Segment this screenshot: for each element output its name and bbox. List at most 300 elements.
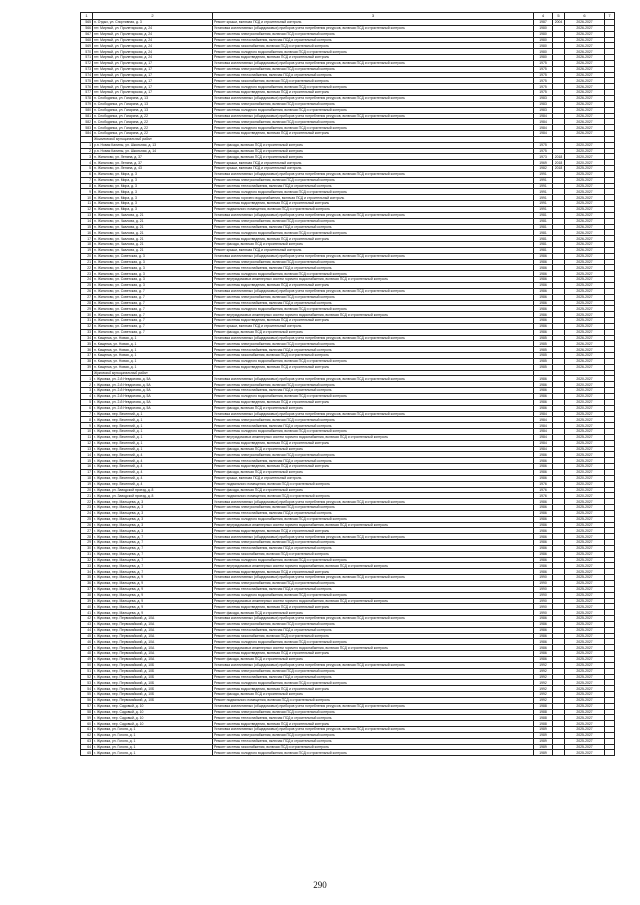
- address-cell: п. Жигалово, ул. Мира, д. 3: [93, 207, 213, 213]
- build-year-cell: 1980: [534, 55, 553, 61]
- address-cell: п. Кищенка, ул. Новая, д. 1: [93, 341, 213, 347]
- planned-period-cell: 2026-2027: [565, 25, 605, 31]
- row-number-cell: 36: [81, 581, 93, 587]
- work-type-cell: Ремонт системы водоотведения, включая ПСД и строительный контроль: [213, 131, 534, 137]
- address-cell: п. Жигалово, ул. Чкалова, д. 21: [93, 218, 213, 224]
- work-type-cell: Ремонт внутридомовых инженерных систем горячего водоснабжения, включая ПСД и строительный контроль: [213, 277, 534, 283]
- planned-period-cell: 2025-2027: [565, 656, 605, 662]
- work-type-cell: Ремонт фасада, включая ПСД и строительный контроль: [213, 469, 534, 475]
- build-year-cell: 1986: [534, 399, 553, 405]
- build-year-cell: 1986: [534, 569, 553, 575]
- table-body: [81, 20, 615, 756]
- build-year-cell: 1980: [534, 31, 553, 37]
- planned-period-cell: 2026-2027: [565, 84, 605, 90]
- build-year-cell: 1986: [534, 271, 553, 277]
- row-number-cell: 16: [81, 230, 93, 236]
- row-number-cell: 20: [81, 487, 93, 493]
- row-number-cell: 2: [81, 148, 93, 154]
- row-number-cell: 7: [81, 411, 93, 417]
- row-number-cell: 22: [81, 265, 93, 271]
- address-cell: п. Слободянка, ул. Гагарина, д. 13: [93, 107, 213, 113]
- row-number-cell: 30: [81, 312, 93, 318]
- row-number-cell: 33: [81, 563, 93, 569]
- work-type-cell: Ремонт крыши, включая ПСД и строительный контроль: [213, 247, 534, 253]
- build-year-cell: 1976: [534, 487, 553, 493]
- address-cell: г. Жуковка, ул. 2-й Невдолова, д. 5А: [93, 399, 213, 405]
- build-year-cell: 1986: [534, 259, 553, 265]
- row-number-cell: 2: [81, 382, 93, 388]
- row-number-cell: 571: [81, 55, 93, 61]
- planned-period-cell: 2025-2027: [565, 207, 605, 213]
- row-number-cell: 29: [81, 306, 93, 312]
- work-type-cell: Ремонт системы холодного водоснабжения, включая ПСД и строительный контроль: [213, 230, 534, 236]
- build-year-cell: 1986: [534, 545, 553, 551]
- planned-period-cell: 2026-2027: [565, 107, 605, 113]
- address-cell: г. Жуковка, пер. Первомайский, д. 10Б: [93, 697, 213, 703]
- row-number-cell: 22: [81, 499, 93, 505]
- build-year-cell: 1986: [534, 499, 553, 505]
- work-type-cell: Ремонт системы холодного водоснабжения, включая ПСД и строительный контроль: [213, 306, 534, 312]
- planned-period-cell: 2025-2027: [565, 306, 605, 312]
- work-type-cell: Ремонт системы теплоснабжения, включая ПСД и строительный контроль: [213, 715, 534, 721]
- work-type-cell: Установка коллективных (общедомовых) приборов учета потребления ресурсов, включая ПСД и строительный контроль: [213, 703, 534, 709]
- row-number-cell: 20: [81, 253, 93, 259]
- build-year-cell: 1986: [534, 651, 553, 657]
- work-type-cell: Ремонт системы водоотведения, включая ПСД и строительный контроль: [213, 651, 534, 657]
- planned-period-cell: 2025-2027: [565, 499, 605, 505]
- row-number-cell: 27: [81, 528, 93, 534]
- build-year-cell: 1984: [534, 423, 553, 429]
- row-number-cell: 48: [81, 651, 93, 657]
- build-year-cell: 1991: [534, 189, 553, 195]
- work-type-cell: Ремонт системы холодного водоснабжения, включая ПСД и строительный контроль: [213, 680, 534, 686]
- work-type-cell: Ремонт системы водоотведения, включая ПСД и строительный контроль: [213, 90, 534, 96]
- row-number-cell: 582: [81, 119, 93, 125]
- address-cell: п. Жигалово, ул. Мира, д. 3: [93, 195, 213, 201]
- address-cell: п. Жигалово, ул. Советская, д. 7: [93, 329, 213, 335]
- planned-period-cell: 2026-2027: [565, 78, 605, 84]
- column-header: 5: [553, 13, 565, 20]
- address-cell: п. Жигалово, ул. Мира, д. 3: [93, 171, 213, 177]
- address-cell: п. Кищенка, ул. Новая, д. 1: [93, 364, 213, 370]
- address-cell: г. Жуковка, пер. Мальцева, д. 3: [93, 516, 213, 522]
- address-cell: г. Жуковка, пер. Мальцева, д. 9: [93, 592, 213, 598]
- work-type-cell: Ремонт системы холодного водоснабжения, включая ПСД и строительный контроль: [213, 189, 534, 195]
- build-year-cell: 1986: [534, 323, 553, 329]
- address-cell: г. Жуковка, пер. Мальцева, д. 7: [93, 557, 213, 563]
- address-cell: г. Жуковка, пер. Мальцева, д. 7: [93, 545, 213, 551]
- build-year-cell: 1986: [534, 405, 553, 411]
- row-number-cell: 42: [81, 616, 93, 622]
- work-type-cell: Ремонт крыши, включая ПСД и строительный контроль: [213, 160, 534, 166]
- build-year-cell: 1986: [534, 616, 553, 622]
- address-cell: пгт. Мирный, ул. Пролетарская, д. 17: [93, 72, 213, 78]
- address-cell: п. Жигалово, ул. Советская, д. 7: [93, 312, 213, 318]
- planned-period-cell: 2026-2027: [565, 224, 605, 230]
- planned-period-cell: 2025-2027: [565, 464, 605, 470]
- address-cell: г. Жуковка, пер. Первомайский, д. 10А: [93, 639, 213, 645]
- address-cell: п. Слободянка, ул. Гагарина, д. 22: [93, 131, 213, 137]
- build-year-cell: 1992: [534, 662, 553, 668]
- build-year-cell: 1986: [534, 318, 553, 324]
- address-cell: г. Жуковка, пер. Весенний, д. 1: [93, 440, 213, 446]
- build-year-cell: 1990: [534, 592, 553, 598]
- work-type-cell: Ремонт крыши, включая ПСД и строительный контроль: [213, 475, 534, 481]
- address-cell: п. Жигалово, ул. Чкалова, д. 21: [93, 242, 213, 248]
- planned-period-cell: 2025-2027: [565, 668, 605, 674]
- build-year-cell: 1986: [534, 452, 553, 458]
- work-type-cell: Ремонт системы холодного водоснабжения, включая ПСД и строительный контроль: [213, 271, 534, 277]
- planned-period-cell: 2025-2027: [565, 545, 605, 551]
- build-year-cell: 1983: [534, 107, 553, 113]
- row-number-cell: 56: [81, 697, 93, 703]
- row-number-cell: 566: [81, 25, 93, 31]
- planned-period-cell: 2025-2027: [565, 201, 605, 207]
- address-cell: п. Кищенка, ул. Новая, д. 1: [93, 353, 213, 359]
- build-year-cell: 1991: [534, 177, 553, 183]
- address-cell: пгт. Мирный, ул. Пролетарская, д. 17: [93, 90, 213, 96]
- row-number-cell: 23: [81, 271, 93, 277]
- address-cell: г. Жуковка, пер. Мальцева, д. 7: [93, 540, 213, 546]
- planned-period-cell: 2025-2027: [565, 604, 605, 610]
- planned-period-cell: 2025-2027: [565, 195, 605, 201]
- work-type-cell: Ремонт системы теплоснабжения, включая ПСД и строительный контроль: [213, 72, 534, 78]
- row-number-cell: 569: [81, 43, 93, 49]
- work-type-cell: Ремонт системы горячего водоснабжения, включая ПСД и строительный контроль: [213, 195, 534, 201]
- planned-period-cell: 2020-2027: [565, 154, 605, 160]
- row-number-cell: 59: [81, 715, 93, 721]
- planned-period-cell: 2025-2027: [565, 592, 605, 598]
- work-type-cell: Ремонт фасада, включая ПСД и строительный контроль: [213, 487, 534, 493]
- build-year-cell: 1981: [534, 212, 553, 218]
- work-type-cell: Ремонт фасада, включая ПСД и строительный контроль: [213, 692, 534, 698]
- build-year-cell: 1981: [534, 218, 553, 224]
- address-cell: г. Жуковка, пер. Мальцева, д. 9: [93, 575, 213, 581]
- build-year-cell: 1986: [534, 510, 553, 516]
- build-year-cell: 1986: [534, 329, 553, 335]
- work-type-cell: Ремонт системы электроснабжения, включая ПСД и строительный контроль: [213, 621, 534, 627]
- build-year-cell: 1975: [534, 66, 553, 72]
- row-number-cell: 575: [81, 78, 93, 84]
- planned-period-cell: 2025-2027: [565, 300, 605, 306]
- build-year-cell: 1986: [534, 306, 553, 312]
- work-type-cell: Ремонт системы электроснабжения, включая ПСД и строительный контроль: [213, 668, 534, 674]
- row-number-cell: 581: [81, 113, 93, 119]
- row-number-cell: 39: [81, 598, 93, 604]
- row-number-cell: 11: [81, 434, 93, 440]
- planned-period-cell: 2025-2027: [565, 411, 605, 417]
- build-year-cell: 1981: [534, 224, 553, 230]
- row-number-cell: 25: [81, 282, 93, 288]
- row-number-cell: 34: [81, 335, 93, 341]
- row-number-cell: 13: [81, 446, 93, 452]
- address-cell: пгт. Мирный, ул. Пролетарская, д. 24: [93, 49, 213, 55]
- column-header: 7: [605, 13, 615, 20]
- work-type-cell: Установка коллективных (общедомовых) приборов учета потребления ресурсов, включая ПСД и строительный контроль: [213, 499, 534, 505]
- row-number-cell: 16: [81, 464, 93, 470]
- work-type-cell: Ремонт системы водоотведения, включая ПСД и строительный контроль: [213, 464, 534, 470]
- planned-period-cell: 2025-2027: [565, 645, 605, 651]
- work-type-cell: Ремонт системы холодного водоснабжения, включая ПСД и строительный контроль: [213, 358, 534, 364]
- planned-period-cell: 2025-2027: [565, 627, 605, 633]
- address-cell: г. Жуковка, пер. Мальцева, д. 9: [93, 598, 213, 604]
- planned-period-cell: 2025-2027: [565, 183, 605, 189]
- build-year-cell: 1989: [534, 750, 553, 756]
- row-number-cell: 21: [81, 259, 93, 265]
- address-cell: п. Кищенка, ул. Новая, д. 1: [93, 358, 213, 364]
- build-year-cell: 1989: [534, 738, 553, 744]
- row-number-cell: 14: [81, 452, 93, 458]
- row-number-cell: 6: [81, 171, 93, 177]
- planned-period-cell: 2025-2027: [565, 633, 605, 639]
- work-type-cell: Ремонт системы водоотведения, включая ПСД и строительный контроль: [213, 399, 534, 405]
- row-number-cell: 26: [81, 288, 93, 294]
- build-year-cell: 1981: [534, 242, 553, 248]
- row-number-cell: 57: [81, 703, 93, 709]
- row-number-cell: 32: [81, 557, 93, 563]
- address-cell: г. Жуковка, пер. Мальцева, д. 3: [93, 499, 213, 505]
- row-number-cell: 12: [81, 440, 93, 446]
- build-year-cell: 1984: [534, 440, 553, 446]
- planned-period-cell: 2026-2027: [565, 218, 605, 224]
- address-cell: п. Жигалово, ул. Советская, д. 3: [93, 271, 213, 277]
- planned-period-cell: 2025-2027: [565, 423, 605, 429]
- build-year-cell: 1986: [534, 277, 553, 283]
- planned-period-cell: 2025-2027: [565, 750, 605, 756]
- planned-period-cell: 2025-2027: [565, 563, 605, 569]
- address-cell: г. Жуковка, пер. Первомайский, д. 10А: [93, 633, 213, 639]
- build-year-cell: 1983: [534, 95, 553, 101]
- work-type-cell: Ремонт крыши, включая ПСД и строительный контроль: [213, 20, 534, 26]
- planned-period-cell: 2025-2027: [565, 446, 605, 452]
- build-year-cell: 1986: [534, 288, 553, 294]
- build-year-cell: 1975: [534, 90, 553, 96]
- row-number-cell: 63: [81, 738, 93, 744]
- work-type-cell: Ремонт системы теплоснабжения, включая ПСД и строительный контроль: [213, 510, 534, 516]
- row-number-cell: 17: [81, 236, 93, 242]
- address-cell: п. Слободянка, ул. Гагарина, д. 13: [93, 101, 213, 107]
- address-cell: п. Отдых, ул. Спортивная, д. 3: [93, 20, 213, 26]
- planned-period-cell: 2025-2027: [565, 569, 605, 575]
- address-cell: г. Жуковка, пер. Мальцева, д. 9: [93, 604, 213, 610]
- address-cell: г. Жуковка, пер. Мальцева, д. 9: [93, 586, 213, 592]
- row-number-cell: 14: [81, 218, 93, 224]
- address-cell: г. Жуковка, ул. Гоголя, д. 1: [93, 727, 213, 733]
- address-cell: г. Жуковка, пер. Весенний, д. 4: [93, 452, 213, 458]
- address-cell: г. Жуковка, ул. Гоголя, д. 1: [93, 738, 213, 744]
- address-cell: п. Жигалово, ул. Мира, д. 3: [93, 177, 213, 183]
- build-year-cell: 1988: [534, 721, 553, 727]
- row-number-cell: 578: [81, 95, 93, 101]
- address-cell: г. Жуковка, пер. Первомайский, д. 10Б: [93, 692, 213, 698]
- build-year-cell: 1984: [534, 411, 553, 417]
- build-year-cell: 1990: [534, 586, 553, 592]
- address-cell: п. Жигалово, ул. Мира, д. 3: [93, 189, 213, 195]
- row-number-cell: 15: [81, 224, 93, 230]
- row-number-cell: 577: [81, 90, 93, 96]
- row-number-cell: 13: [81, 212, 93, 218]
- planned-period-cell: 2026-2027: [565, 55, 605, 61]
- build-year-cell: 1975: [534, 78, 553, 84]
- work-type-cell: Ремонт системы теплоснабжения, включая ПСД и строительный контроль: [213, 224, 534, 230]
- row-number-cell: 28: [81, 300, 93, 306]
- row-number-cell: 31: [81, 318, 93, 324]
- last-repair-year-cell: 2018: [553, 166, 565, 172]
- planned-period-cell: 2025-2027: [565, 294, 605, 300]
- build-year-cell: 1984: [534, 429, 553, 435]
- work-type-cell: Ремонт фасада, включая ПСД и строительный контроль: [213, 610, 534, 616]
- row-number-cell: 40: [81, 604, 93, 610]
- row-number-cell: 10: [81, 429, 93, 435]
- address-cell: г. Жуковка, пер. Первомайский, д. 10А: [93, 616, 213, 622]
- address-cell: г. Жуковка, ул. Гоголя, д. 1: [93, 744, 213, 750]
- build-year-cell: 1986: [534, 469, 553, 475]
- planned-period-cell: 2025-2027: [565, 434, 605, 440]
- work-type-cell: Ремонт системы электроснабжения, включая ПСД и строительный контроль: [213, 218, 534, 224]
- work-type-cell: Ремонт системы электроснабжения, включая ПСД и строительный контроль: [213, 119, 534, 125]
- planned-period-cell: 2025-2027: [565, 282, 605, 288]
- planned-period-cell: 2025-2027: [565, 674, 605, 680]
- planned-period-cell: 2020-2027: [565, 481, 605, 487]
- row-number-cell: 46: [81, 639, 93, 645]
- work-type-cell: Ремонт системы теплоснабжения, включая ПСД и строительный контроль: [213, 423, 534, 429]
- build-year-cell: 1981: [534, 230, 553, 236]
- planned-period-cell: 2026-2027: [565, 101, 605, 107]
- work-type-cell: Ремонт крыши, включая ПСД и строительный контроль: [213, 166, 534, 172]
- build-year-cell: 1981: [534, 236, 553, 242]
- planned-period-cell: 2025-2027: [565, 505, 605, 511]
- address-cell: п. Жигалово, ул. Советская, д. 3: [93, 265, 213, 271]
- build-year-cell: 1985: [534, 353, 553, 359]
- build-year-cell: 1975: [534, 142, 553, 148]
- row-number-cell: 38: [81, 592, 93, 598]
- address-cell: г. Жуковка, пер. Мальцева, д. 3: [93, 522, 213, 528]
- row-number-cell: 21: [81, 493, 93, 499]
- row-number-cell: 570: [81, 49, 93, 55]
- address-cell: п. Жигалово, ул. Советская, д. 3: [93, 259, 213, 265]
- build-year-cell: 1984: [534, 446, 553, 452]
- build-year-cell: 1991: [534, 183, 553, 189]
- build-year-cell: 1986: [534, 505, 553, 511]
- build-year-cell: 1992: [534, 680, 553, 686]
- row-number-cell: 37: [81, 586, 93, 592]
- row-number-cell: 38: [81, 358, 93, 364]
- address-cell: г. Жуковка, ул. 2-й Невдолова, д. 5А: [93, 405, 213, 411]
- build-year-cell: 1989: [534, 727, 553, 733]
- planned-period-cell: 2025-2027: [565, 586, 605, 592]
- work-type-cell: Ремонт системы холодного водоснабжения, включая ПСД и строительный контроль: [213, 557, 534, 563]
- row-number-cell: 1: [81, 376, 93, 382]
- build-year-cell: 1991: [534, 207, 553, 213]
- row-number-cell: 18: [81, 475, 93, 481]
- row-number-cell: 62: [81, 732, 93, 738]
- row-number-cell: 25: [81, 516, 93, 522]
- planned-period-cell: 2026-2027: [565, 60, 605, 66]
- address-cell: г. Жуковка, пер. Весенний, д. 1: [93, 423, 213, 429]
- work-type-cell: Установка коллективных (общедомовых) приборов учета потребления ресурсов, включая ПСД и строительный контроль: [213, 288, 534, 294]
- work-type-cell: Ремонт фасада, включая ПСД и строительный контроль: [213, 405, 534, 411]
- build-year-cell: 1986: [534, 656, 553, 662]
- build-year-cell: 1986: [534, 645, 553, 651]
- address-cell: п. Жигалово, ул. Советская, д. 7: [93, 306, 213, 312]
- build-year-cell: 1984: [534, 131, 553, 137]
- planned-period-cell: 2025-2027: [565, 452, 605, 458]
- address-cell: г. Жуковка, пер. Первомайский, д. 10А: [93, 621, 213, 627]
- planned-period-cell: 2025-2027: [565, 166, 605, 172]
- build-year-cell: 1986: [534, 253, 553, 259]
- build-year-cell: 1985: [534, 335, 553, 341]
- address-cell: п. Жигалово, ул. Чкалова, д. 21: [93, 224, 213, 230]
- build-year-cell: 1986: [534, 282, 553, 288]
- work-type-cell: Ремонт фасада, включая ПСД и строительный контроль: [213, 142, 534, 148]
- column-header: 3: [213, 13, 534, 20]
- build-year-cell: 1976: [534, 493, 553, 499]
- build-year-cell: 1975: [534, 60, 553, 66]
- row-number-cell: 583: [81, 125, 93, 131]
- build-year-cell: 1984: [534, 125, 553, 131]
- work-type-cell: Ремонт системы холодного водоснабжения, включая ПСД и строительный контроль: [213, 429, 534, 435]
- row-number-cell: 4: [81, 160, 93, 166]
- build-year-cell: 1985: [534, 347, 553, 353]
- planned-period-cell: 2025-2027: [565, 171, 605, 177]
- planned-period-cell: 2025-2027: [565, 259, 605, 265]
- work-type-cell: Ремонт системы газоснабжения, включая ПСД и строительный контроль: [213, 353, 534, 359]
- row-number-cell: 567: [81, 31, 93, 37]
- planned-period-cell: 2025-2027: [565, 277, 605, 283]
- capital-repair-table: [80, 12, 615, 756]
- planned-period-cell: 2025-2027: [565, 510, 605, 516]
- planned-period-cell: 2026-2027: [565, 358, 605, 364]
- address-cell: г. Жуковка, пер. Весенний, д. 1: [93, 429, 213, 435]
- address-cell: п. Жигалово, ул. Советская, д. 7: [93, 294, 213, 300]
- work-type-cell: Ремонт фасада, включая ПСД и строительный контроль: [213, 446, 534, 452]
- extra-cell: [605, 750, 615, 756]
- row-number-cell: 24: [81, 510, 93, 516]
- row-number-cell: 568: [81, 37, 93, 43]
- planned-period-cell: 2025-2027: [565, 703, 605, 709]
- row-number-cell: 12: [81, 207, 93, 213]
- column-header: 6: [565, 13, 605, 20]
- address-cell: п. Жигалово, ул. Чкалова, д. 21: [93, 236, 213, 242]
- row-number-cell: 60: [81, 721, 93, 727]
- row-number-cell: 5: [81, 399, 93, 405]
- row-number-cell: 64: [81, 744, 93, 750]
- planned-period-cell: 2026-2027: [565, 236, 605, 242]
- work-type-cell: Ремонт системы электроснабжения, включая ПСД и строительный контроль: [213, 540, 534, 546]
- build-year-cell: 1984: [534, 417, 553, 423]
- build-year-cell: 1992: [534, 697, 553, 703]
- column-header: 4: [534, 13, 553, 20]
- planned-period-cell: 2025-2027: [565, 265, 605, 271]
- address-cell: г. Жуковка, пер. Мальцева, д. 7: [93, 534, 213, 540]
- planned-period-cell: 2026-2027: [565, 242, 605, 248]
- planned-period-cell: 2026-2027: [565, 95, 605, 101]
- row-number-cell: 9: [81, 423, 93, 429]
- work-type-cell: Установка коллективных (общедомовых) приборов учета потребления ресурсов, включая ПСД и строительный контроль: [213, 411, 534, 417]
- work-type-cell: Ремонт системы электроснабжения, включая ПСД и строительный контроль: [213, 177, 534, 183]
- build-year-cell: 1980: [534, 37, 553, 43]
- planned-period-cell: 2026-2027: [565, 66, 605, 72]
- row-number-cell: 5: [81, 166, 93, 172]
- build-year-cell: 1989: [534, 744, 553, 750]
- address-cell: г. Жуковка, пер. Первомайский, д. 10Б: [93, 686, 213, 692]
- planned-period-cell: 2020-2027: [565, 493, 605, 499]
- address-cell: п. Кищенка, ул. Новая, д. 1: [93, 335, 213, 341]
- address-cell: г. Жуковка, пер. Весенний, д. 1: [93, 411, 213, 417]
- work-type-cell: Установка коллективных (общедомовых) приборов учета потребления ресурсов, включая ПСД и строительный контроль: [213, 60, 534, 66]
- work-type-cell: Установка коллективных (общедомовых) приборов учета потребления ресурсов, включая ПСД и строительный контроль: [213, 335, 534, 341]
- build-year-cell: 1986: [534, 639, 553, 645]
